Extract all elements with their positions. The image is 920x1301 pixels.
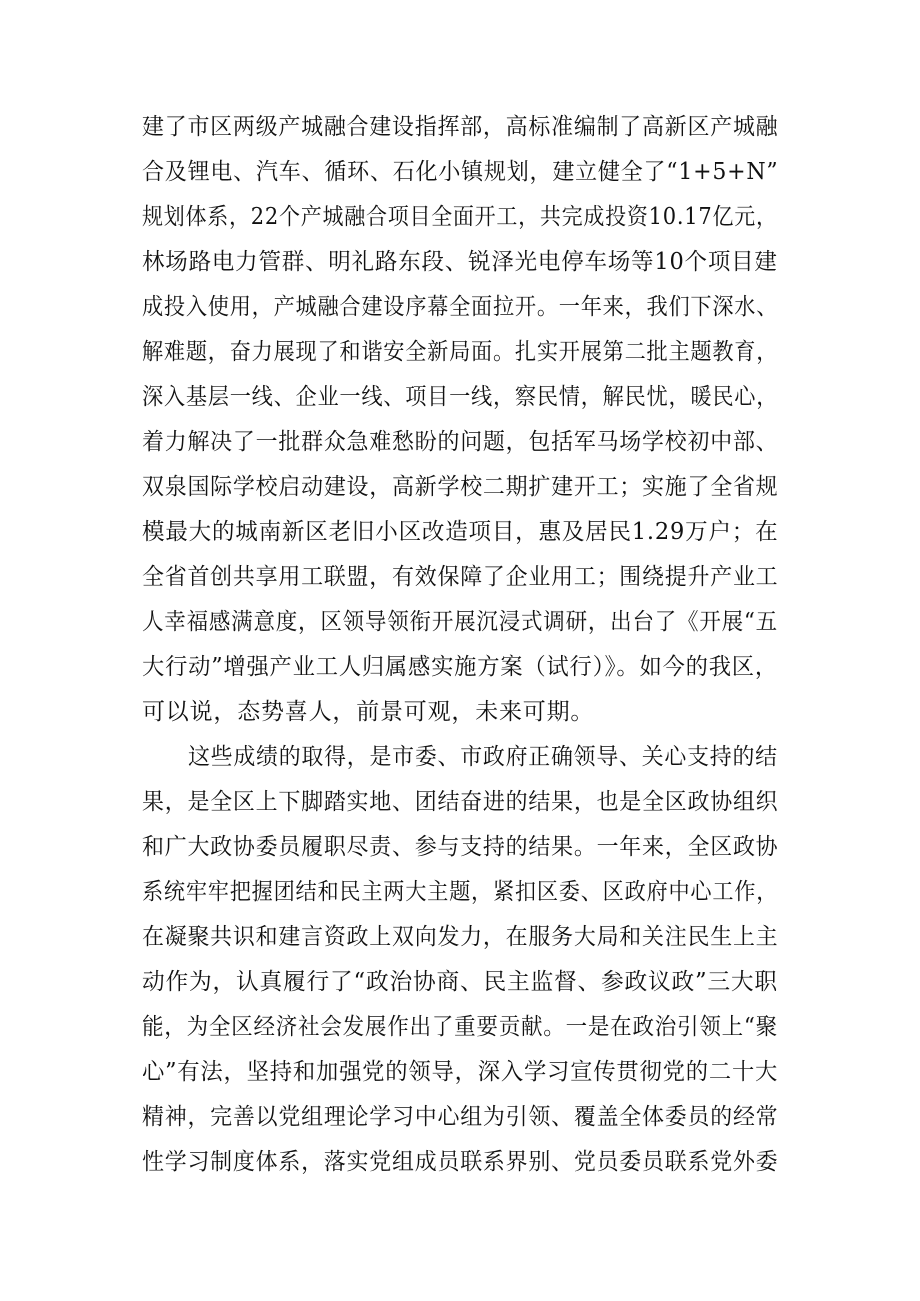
text-line: 深入基层一线、企业一线、项目一线，察民情，解民忧，暖民心， bbox=[142, 384, 779, 410]
text-line: 模最大的城南新区老旧小区改造项目，惠及居民1.29万户；在 bbox=[142, 519, 779, 545]
text-line: 解难题，奋力展现了和谐安全新局面。扎实开展第二批主题教育， bbox=[142, 339, 779, 365]
text-line: 性学习制度体系，落实党组成员联系界别、党员委员联系党外委 bbox=[142, 1149, 779, 1175]
text-line: 着力解决了一批群众急难愁盼的问题，包括军马场学校初中部、 bbox=[142, 429, 779, 455]
text-line: 全省首创共享用工联盟，有效保障了企业用工；围绕提升产业工 bbox=[142, 564, 779, 590]
text-line: 规划体系，22个产城融合项目全面开工，共完成投资10.17亿元， bbox=[142, 204, 778, 230]
text-line: 大行动”增强产业工人归属感实施方案（试行）》。如今的我区， bbox=[142, 654, 778, 680]
text-line: 系统牢牢把握团结和民主两大主题，紧扣区委、区政府中心工作， bbox=[142, 879, 779, 905]
text-line: 和广大政协委员履职尽责、参与支持的结果。一年来，全区政协 bbox=[142, 834, 779, 860]
text-line: 动作为，认真履行了“政治协商、民主监督、参政议政”三大职 bbox=[142, 969, 778, 995]
text-line: 双泉国际学校启动建设，高新学校二期扩建开工；实施了全省规 bbox=[142, 474, 779, 500]
text-line: 能，为全区经济社会发展作出了重要贡献。一是在政治引领上“聚 bbox=[142, 1014, 778, 1040]
paragraph-first-line: 这些成绩的取得，是市委、市政府正确领导、关心支持的结 bbox=[188, 744, 778, 770]
text-line: 精神，完善以党组理论学习中心组为引领、覆盖全体委员的经常 bbox=[142, 1104, 779, 1130]
text-line: 合及锂电、汽车、循环、石化小镇规划，建立健全了“1+5+N” bbox=[142, 159, 779, 185]
text-line: 在凝聚共识和建言资政上双向发力，在服务大局和关注民生上主 bbox=[142, 924, 779, 950]
text-line: 可以说，态势喜人，前景可观，未来可期。 bbox=[142, 699, 595, 725]
text-line: 建了市区两级产城融合建设指挥部，高标准编制了高新区产城融 bbox=[142, 114, 779, 140]
text-line: 林场路电力管群、明礼路东段、锐泽光电停车场等10个项目建 bbox=[142, 249, 778, 275]
text-line: 心”有法，坚持和加强党的领导，深入学习宣传贯彻党的二十大 bbox=[142, 1059, 779, 1085]
text-line: 人幸福感满意度，区领导领衔开展沉浸式调研，出台了《开展“五 bbox=[142, 609, 778, 635]
text-line: 果，是全区上下脚踏实地、团结奋进的结果，也是全区政协组织 bbox=[142, 789, 779, 815]
text-line: 成投入使用，产城融合建设序幕全面拉开。一年来，我们下深水、 bbox=[142, 294, 779, 320]
